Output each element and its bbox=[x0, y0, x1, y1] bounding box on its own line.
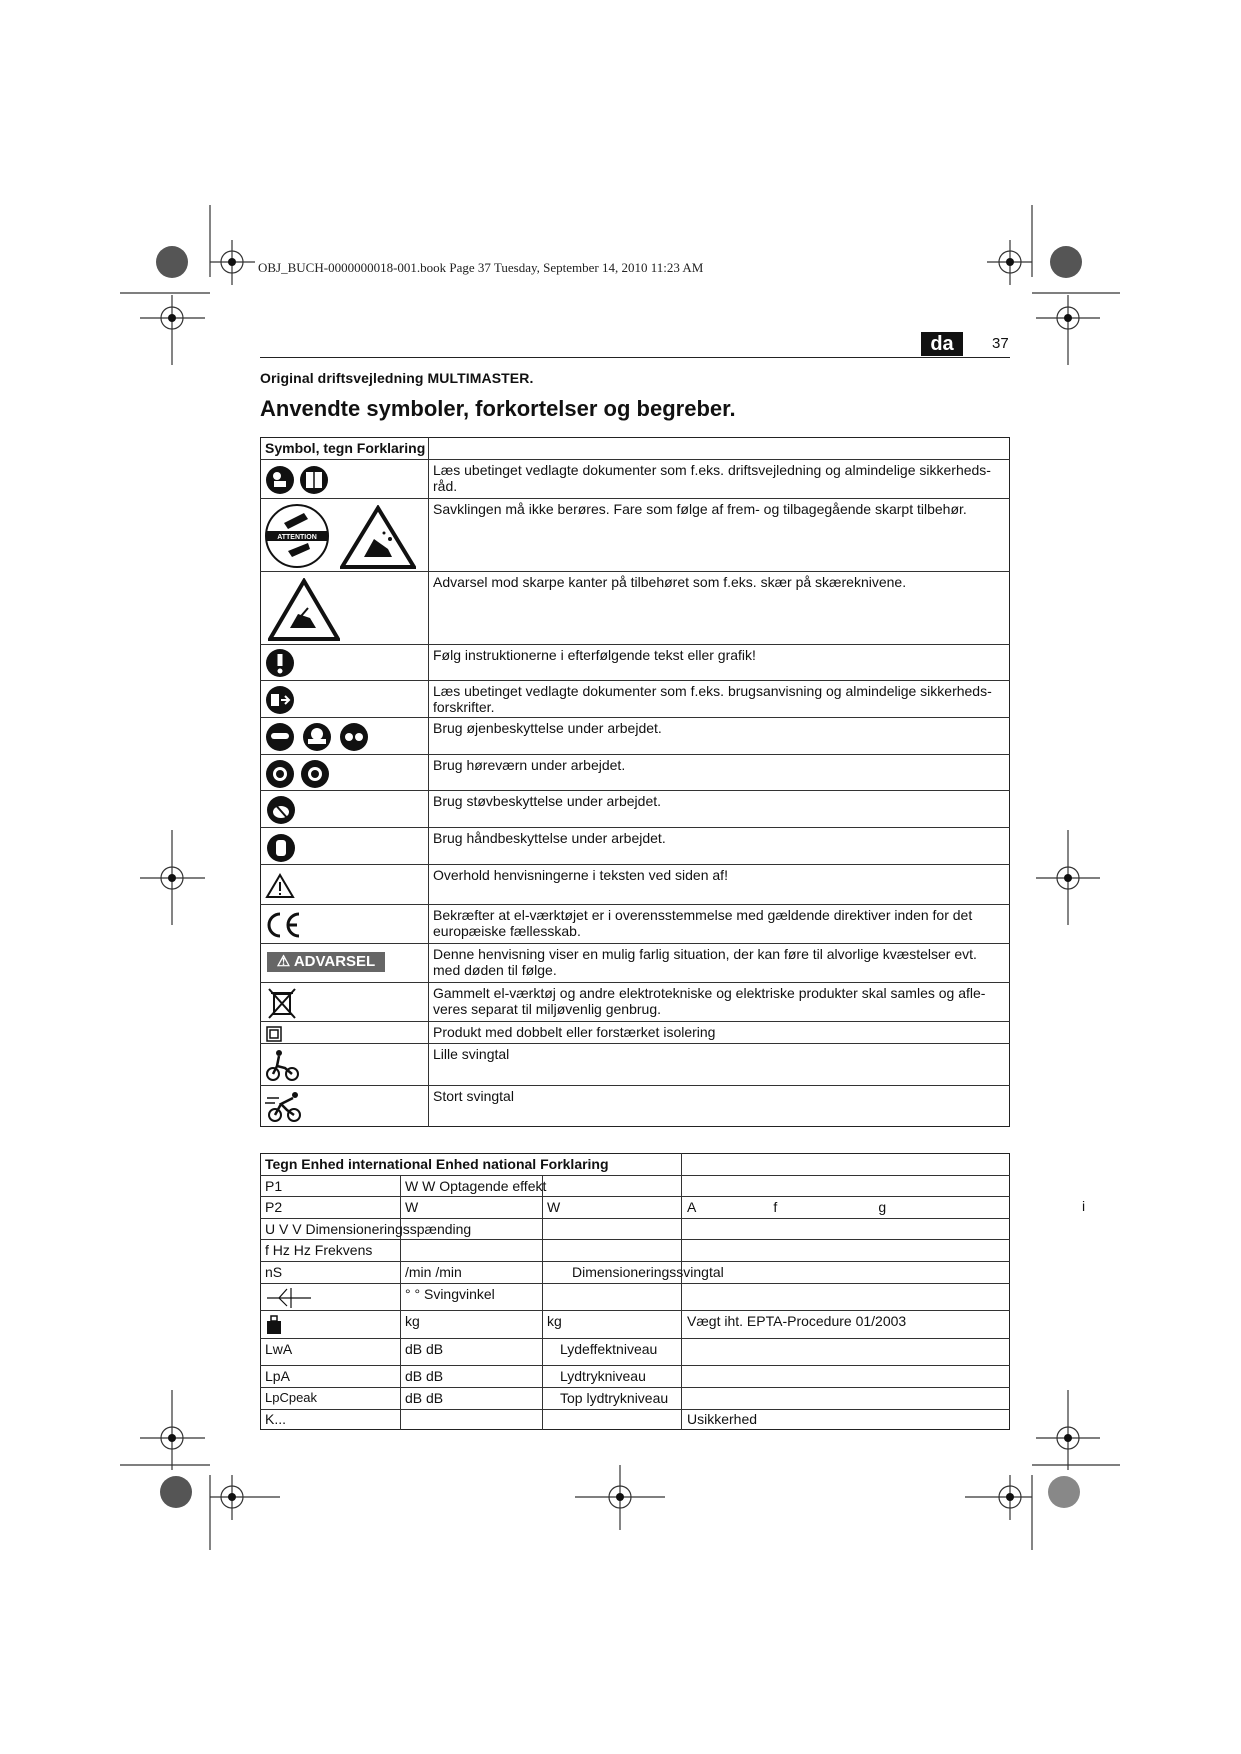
weight-icon bbox=[266, 1315, 282, 1335]
hearing-protection-icon bbox=[265, 758, 333, 790]
unit-symbol: P1 bbox=[265, 1178, 283, 1194]
symbol-row bbox=[260, 1022, 1010, 1043]
unit-national: Lydtrykniveau bbox=[560, 1368, 646, 1384]
symbol-description: Brug støvbeskyttelse under arbejdet. bbox=[433, 793, 662, 809]
fast-cyclist-icon bbox=[265, 1090, 305, 1124]
warning-triangle-icon bbox=[265, 873, 295, 899]
symbol-row bbox=[260, 681, 1010, 717]
symbol-row bbox=[260, 460, 1010, 498]
read-documents-icon bbox=[265, 685, 295, 715]
unit-symbol: K... bbox=[265, 1411, 287, 1427]
exclamation-icon bbox=[265, 648, 295, 678]
unit-international: dB dB bbox=[405, 1368, 444, 1384]
unit-international: dB dB bbox=[405, 1341, 444, 1357]
unit-symbol: LpA bbox=[265, 1368, 290, 1384]
symbol-description: Gammelt el-værktøj og andre elektrotekniske og elektriske produkter skal samles og afle-veres separat til miljøvenlig genbrug. bbox=[433, 985, 986, 1017]
unit-international: W bbox=[405, 1199, 419, 1215]
unit-international: /min /min bbox=[405, 1264, 462, 1280]
unit-national: kg bbox=[547, 1313, 562, 1329]
symbol-row bbox=[260, 944, 1010, 982]
symbol-description: Stort svingtal bbox=[433, 1088, 514, 1104]
document-subtitle: Original driftsvejledning MULTIMASTER. bbox=[260, 370, 534, 386]
header-rule bbox=[260, 357, 1010, 358]
unit-international: kg bbox=[405, 1313, 420, 1329]
unit-international: dB dB bbox=[405, 1390, 444, 1406]
hand-protection-icon bbox=[265, 832, 297, 864]
language-tab: da bbox=[921, 332, 963, 356]
advarsel-label bbox=[267, 952, 385, 972]
read-manual-icon bbox=[265, 464, 331, 496]
unit-symbol: U V V Dimensioneringsspænding bbox=[265, 1221, 472, 1237]
symbol-row bbox=[260, 1086, 1010, 1126]
unit-national: Lydeffektniveau bbox=[560, 1341, 658, 1357]
unit-explanation: A f g bbox=[687, 1199, 887, 1215]
attention-blade-icon bbox=[264, 503, 330, 569]
unit-international: W W Optagende effekt bbox=[405, 1178, 547, 1194]
symbol-row bbox=[260, 755, 1010, 790]
weee-bin-icon bbox=[266, 986, 298, 1020]
symbol-description: Savklingen må ikke berøres. Fare som følge af frem- og tilbagegående skarpt tilbehør. bbox=[433, 501, 967, 517]
unit-symbol: LpCpeak bbox=[265, 1390, 318, 1405]
symbol-description: Brug høreværn under arbejdet. bbox=[433, 757, 626, 773]
unit-symbol: LwA bbox=[265, 1341, 293, 1357]
symbol-description: Læs ubetinget vedlagte dokumenter som f.eks. driftsvejledning og almindelige sikkerheds-råd. bbox=[433, 462, 991, 494]
eye-protection-icon bbox=[265, 721, 369, 753]
unit-explanation: Usikkerhed bbox=[687, 1411, 758, 1427]
symbol-row bbox=[260, 865, 1010, 904]
symbol-row bbox=[260, 791, 1010, 827]
unit-national: Top lydtrykniveau bbox=[560, 1390, 669, 1406]
symbol-row bbox=[260, 905, 1010, 943]
units-table-header: Tegn Enhed international Enhed national Forklaring bbox=[265, 1156, 609, 1172]
symbol-description: Læs ubetinget vedlagte dokumenter som f.eks. brugsanvisning og almindelige sikkerheds-forskrifter. bbox=[433, 683, 992, 715]
book-info-line: OBJ_BUCH-0000000018-001.book Page 37 Tuesday, September 14, 2010 11:23 AM bbox=[258, 260, 704, 275]
dust-protection-icon bbox=[265, 794, 297, 826]
symbol-description: Denne henvisning viser en mulig farlig situation, der kan føre til alvorlige kvæstelser evt. med døden til følge. bbox=[433, 946, 977, 978]
symbol-description: Advarsel mod skarpe kanter på tilbehøret som f.eks. skær på skæreknivene. bbox=[433, 574, 907, 590]
symbol-description: Overhold henvisningerne i teksten ved siden af! bbox=[433, 867, 728, 883]
symbol-description: Brug øjenbeskyttelse under arbejdet. bbox=[433, 720, 662, 736]
svg-text:ATTENTION: ATTENTION bbox=[277, 534, 317, 541]
warning-triangle-icon: ⚠ bbox=[276, 953, 291, 970]
symbol-description: Brug håndbeskyttelse under arbejdet. bbox=[433, 830, 666, 846]
symbol-row bbox=[260, 645, 1010, 680]
symbol-row bbox=[260, 983, 1010, 1021]
ce-mark-icon bbox=[266, 911, 302, 939]
unit-symbol: f Hz Hz Frekvens bbox=[265, 1242, 373, 1258]
symbol-description: Følg instruktionerne i efterfølgende tekst eller grafik! bbox=[433, 647, 756, 663]
symbol-row bbox=[260, 1044, 1010, 1085]
stray-character: i bbox=[1082, 1198, 1086, 1214]
advarsel-text: ADVARSEL bbox=[293, 953, 376, 970]
symbol-row bbox=[260, 718, 1010, 754]
symbols-table-header: Symbol, tegn Forklaring bbox=[265, 440, 426, 456]
unit-symbol: P2 bbox=[265, 1199, 283, 1215]
sharp-edge-triangle-icon bbox=[340, 505, 416, 569]
unit-national: W bbox=[547, 1199, 561, 1215]
units-table bbox=[260, 1153, 1010, 1430]
symbol-description: Lille svingtal bbox=[433, 1046, 510, 1062]
symbol-row bbox=[260, 572, 1010, 644]
section-heading: Anvendte symboler, forkortelser og begreber. bbox=[260, 396, 736, 421]
sharp-edges-warning-icon bbox=[268, 578, 340, 642]
oscillation-angle-icon bbox=[265, 1286, 315, 1308]
unit-explanation: Vægt iht. EPTA-Procedure 01/2003 bbox=[687, 1313, 907, 1329]
symbols-table bbox=[260, 437, 1010, 1127]
double-insulation-icon bbox=[266, 1026, 282, 1042]
symbol-description: Bekræfter at el-værktøjet er i overensstemmelse med gældende direktiver inden for det europæiske fællesskab. bbox=[433, 907, 973, 939]
unit-national: Dimensioneringssvingtal bbox=[572, 1264, 724, 1280]
page-number: 37 bbox=[992, 335, 1009, 352]
slow-cyclist-icon bbox=[265, 1048, 301, 1082]
symbol-row bbox=[260, 499, 1010, 571]
symbol-description: Produkt med dobbelt eller forstærket isolering bbox=[433, 1024, 716, 1040]
unit-symbol: nS bbox=[265, 1264, 283, 1280]
symbol-row bbox=[260, 828, 1010, 864]
unit-international: ° ° Svingvinkel bbox=[405, 1286, 495, 1302]
